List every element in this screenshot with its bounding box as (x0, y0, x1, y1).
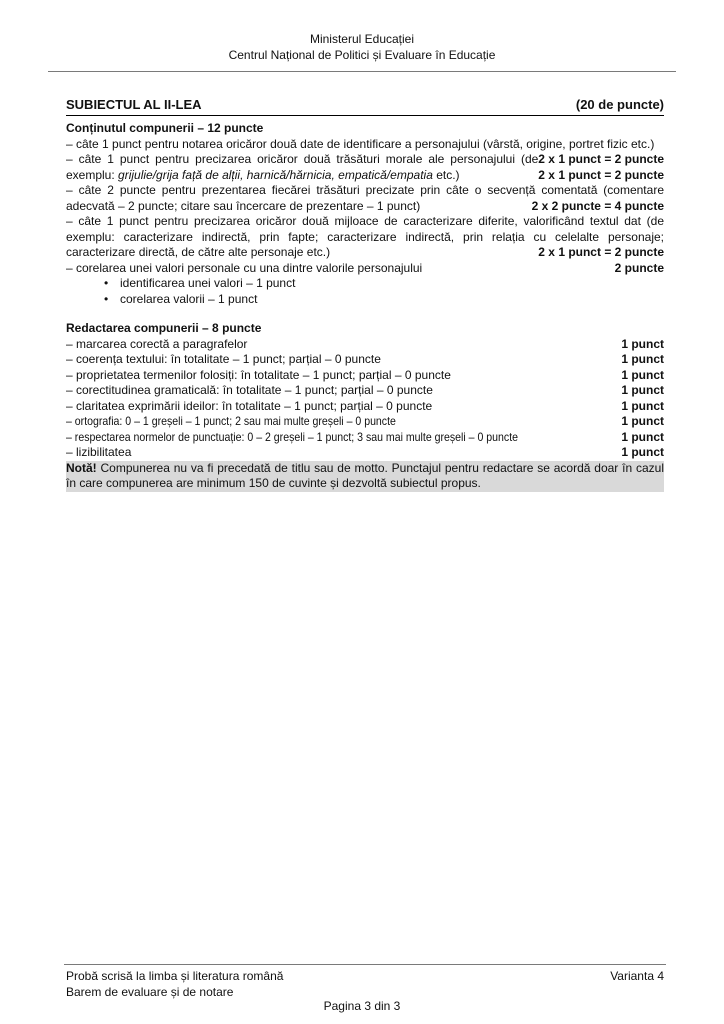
redactare-item-7 (66, 430, 664, 446)
rubric-item-3-score: 2 x 2 puncte = 4 puncte (531, 198, 664, 213)
redactare-item-8-score: 1 punct (621, 445, 664, 459)
rubric-item-4 (66, 214, 664, 261)
note-label: Notă! (66, 460, 97, 475)
center-name: Centrul Național de Politici și Evaluare în Educație (228, 47, 496, 62)
rubric-item-2-score: 2 x 1 punct = 2 puncte (538, 167, 664, 182)
main-text-block (66, 121, 664, 492)
bullet-marker: • (104, 276, 109, 290)
bullet-item-1 (66, 276, 664, 292)
redactare-item-1-score: 1 punct (621, 336, 664, 351)
redactare-item-6-text: – ortografia: 0 – 1 greșeli – 1 punct; 2 sau mai multe greșeli – 0 puncte (66, 414, 396, 428)
redactare-item-2-text: – coerența textului: în totalitate – 1 punct; parțial – 0 puncte (66, 352, 381, 366)
subject-heading-row (66, 97, 664, 116)
footer-page-number: Pagina 3 din 3 (323, 999, 401, 1013)
redactare-item-8 (66, 445, 664, 461)
rubric-item-4-score: 2 x 1 punct = 2 puncte (538, 245, 664, 259)
redactare-item-6-score: 1 punct (621, 414, 664, 428)
document-header (0, 32, 724, 63)
redactare-item-3-score: 1 punct (621, 367, 664, 382)
redactare-item-4 (66, 383, 664, 399)
redactare-item-4-text: – corectitudinea gramaticală: în totalitate – 1 punct; parțial – 0 puncte (66, 383, 433, 397)
redactare-item-1 (66, 337, 664, 353)
section-heading-content: Conținutul compunerii – 12 puncte (66, 121, 264, 135)
rubric-item-1 (66, 136, 664, 166)
redactare-item-5 (66, 399, 664, 415)
bullet-item-1-text: identificarea unei valori – 1 punct (120, 276, 296, 290)
redactare-item-5-text: – claritatea exprimării ideilor: în totalitate – 1 punct; parțial – 0 puncte (66, 398, 433, 413)
rubric-item-1-score: 2 x 1 punct = 2 puncte (538, 152, 664, 166)
subject-title: SUBIECTUL AL II-LEA (66, 97, 202, 112)
redactare-item-2 (66, 352, 664, 368)
header-rule (48, 71, 676, 72)
footer-doc-type: Barem de evaluare și de notare (66, 984, 234, 999)
rubric-item-5 (66, 261, 664, 277)
note-paragraph (66, 461, 664, 492)
redactare-item-6 (66, 414, 664, 430)
rubric-item-3 (66, 183, 664, 214)
redactare-item-3 (66, 368, 664, 384)
footer-rule (64, 964, 666, 965)
ministry-name: Ministerul Educației (309, 32, 415, 46)
subject-points: (20 de puncte) (575, 97, 664, 112)
rubric-item-5-score: 2 puncte (614, 260, 664, 275)
redactare-item-2-score: 1 punct (621, 352, 664, 366)
redactare-item-1-text: – marcarea corectă a paragrafelor (66, 336, 248, 351)
bullet-item-2-text: corelarea valorii – 1 punct (120, 291, 258, 306)
footer-left (66, 969, 283, 1000)
bullet-marker: • (104, 291, 109, 306)
bullet-item-2 (66, 292, 664, 308)
rubric-item-4-text: – câte 1 punct pentru precizarea oricăror două mijloace de caracterizare diferite, valorificând textul dat (de exemplu: caracterizare indirectă, prin fapte; caracterizare indirectă, prin relația cu celelalte personaje; caracterizare directă, de către alte personaje etc.) (66, 214, 664, 259)
footer-variant: Varianta 4 (610, 969, 664, 983)
rubric-item-2-text: – câte 1 punct pentru precizarea oricăror două trăsături morale ale personajului (de exemplu: (66, 152, 539, 182)
rubric-item-2-examples: grijulie/grija față de alții, harnică/hărnicia, empatică/empatia (118, 167, 433, 182)
rubric-item-5-text: – corelarea unei valori personale cu una dintre valorile personajului (66, 260, 423, 275)
redactare-item-7-score: 1 punct (621, 429, 664, 444)
redactare-item-4-score: 1 punct (621, 383, 664, 397)
redactare-item-3-text: – proprietatea termenilor folosiți: în totalitate – 1 punct; parțial – 0 puncte (66, 367, 451, 382)
redactare-item-7-text: – respectarea normelor de punctuație: 0 – 2 greșeli – 1 punct; 3 sau mai multe greșeli – 0 puncte (66, 429, 519, 444)
rubric-item-2-suffix: etc.) (432, 167, 460, 182)
footer-exam-name: Probă scrisă la limba și literatura română (66, 969, 284, 983)
note-text: Compunerea nu va fi precedată de titlu sau de motto. Punctajul pentru redactare se acordă doar în cazul în care compunerea are minimum 150 de cuvinte și dezvoltă subiectul propus. (66, 460, 664, 490)
rubric-item-3-text: – câte 2 puncte pentru prezentarea fiecărei trăsături precizate prin câte o secvență comentată (comentare adecvată – 2 puncte; citare sau încercare de prezentare – 1 punct) (66, 183, 664, 213)
section-heading-redactare: Redactarea compunerii – 8 puncte (66, 321, 262, 335)
redactare-item-5-score: 1 punct (621, 398, 664, 413)
redactare-item-8-text: – lizibilitatea (66, 445, 132, 459)
rubric-item-1-text: – câte 1 punct pentru notarea oricăror două date de identificare a personajului (vârstă, origine, portret fizic etc.) (66, 136, 655, 151)
